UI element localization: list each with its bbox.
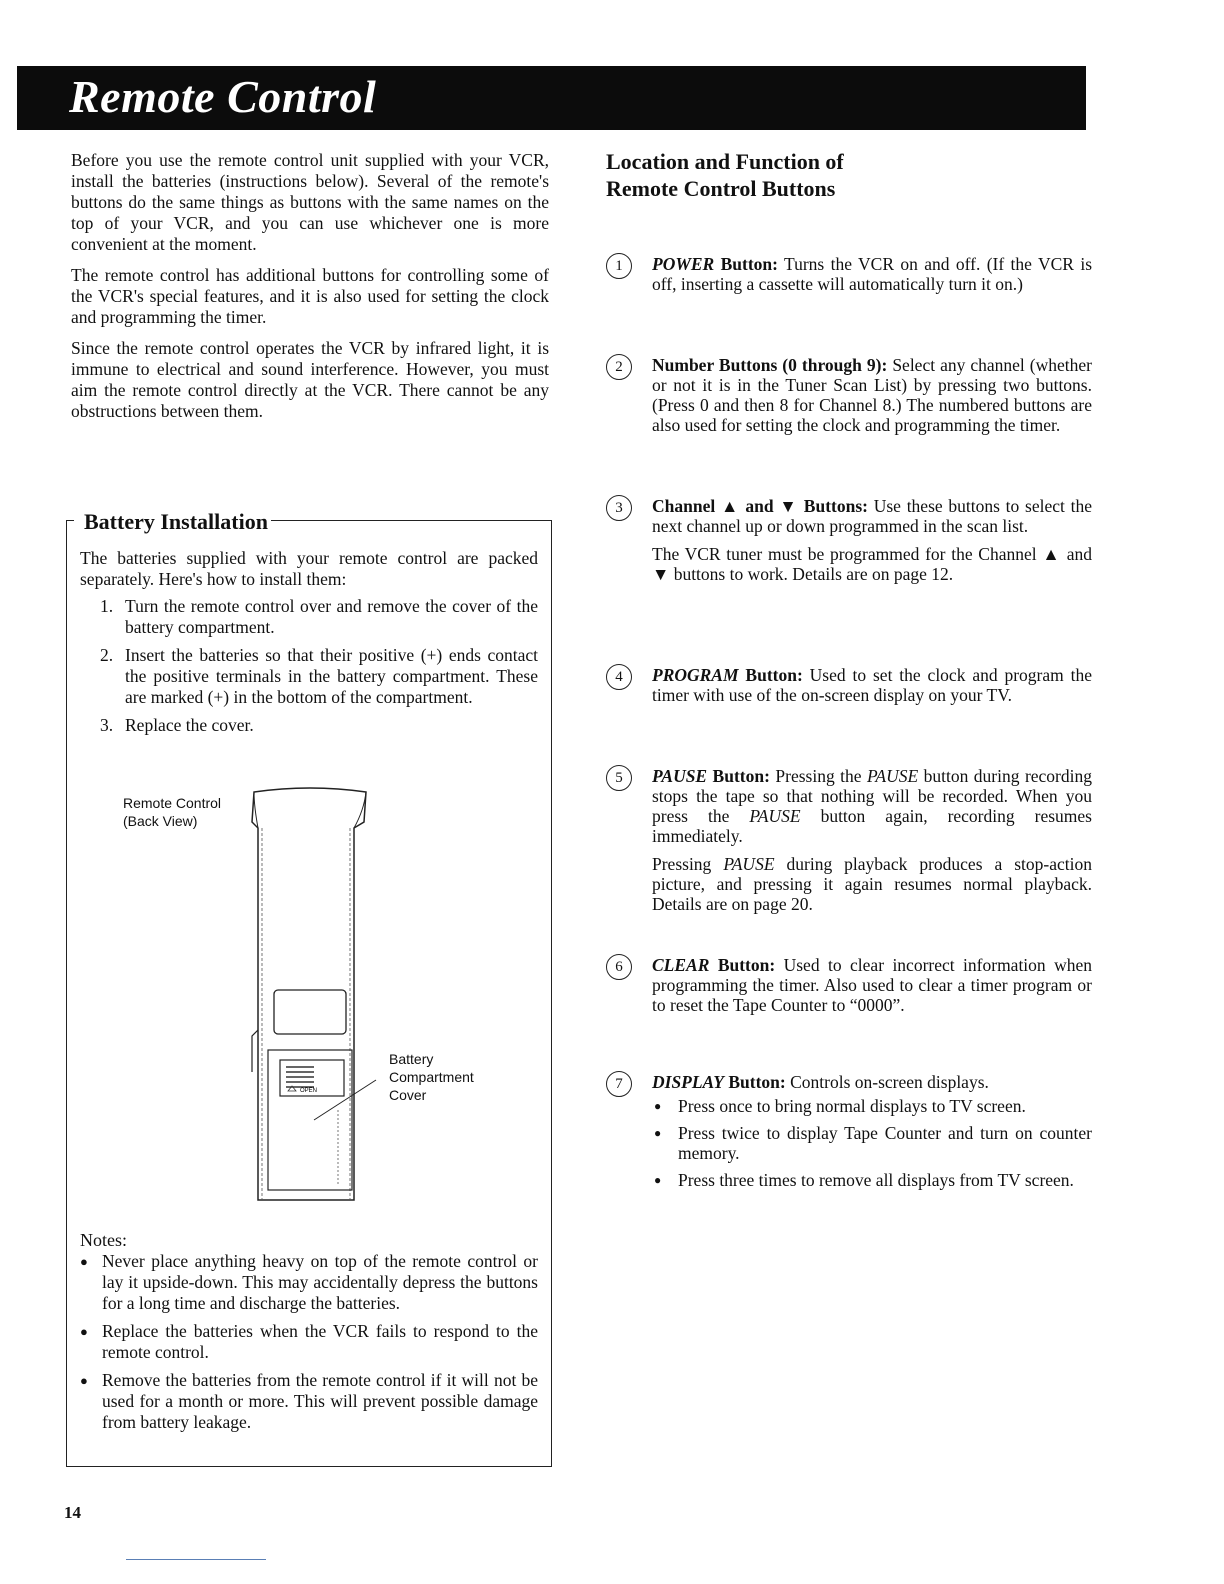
button-description-pause [606, 766, 1092, 922]
button-label-suffix: Button: [723, 1072, 786, 1092]
notes-list [80, 1251, 538, 1440]
button-name: PAUSE [652, 766, 708, 786]
figure-label-cover: Battery Compartment Cover [389, 1051, 474, 1103]
right-column-heading [606, 148, 1092, 202]
page-title: Remote Control [69, 71, 377, 122]
callout-number: 7 [606, 1071, 632, 1097]
intro-paragraph: The remote control has additional buttons for controlling some of the VCR's special features, and it is also used for setting the clock and programming the timer. [71, 265, 549, 327]
step-text: Turn the remote control over and remove the cover of the battery compartment. [125, 596, 538, 637]
button-description: Used to set the clock and program the timer with use of the on-screen display on your TV. [652, 665, 1092, 705]
page-number: 14 [64, 1503, 81, 1522]
button-label: Number Buttons (0 through 9): [652, 355, 888, 375]
display-option: ● Press once to bring normal displays to TV screen. [652, 1096, 1092, 1116]
display-option: ● Press three times to remove all displays from TV screen. [652, 1170, 1092, 1190]
button-description-channel [606, 496, 1092, 592]
button-label-suffix: Button: [709, 955, 776, 975]
callout-number: 4 [606, 664, 632, 690]
box-corner-rule [66, 520, 74, 521]
button-name-inline: PAUSE [723, 854, 775, 874]
button-description: Used to clear incorrect information when programming the timer. Also used to clear a timer program or to reset the Tape Counter to “0000”. [652, 955, 1092, 1015]
button-description: button during recording stops the tape so that nothing will be recorded. When you press the [652, 766, 1092, 826]
step-text: Insert the batteries so that their positive (+) ends contact the positive terminals in the battery compartment. These are marked (+) in the bottom of the compartment. [125, 645, 538, 707]
button-description: Select any channel (whether or not it is in the Tuner Scan List) by pressing two buttons. (Press 0 and then 8 for Channel 8.) The numbered buttons are also used for setting the clock and programming the timer. [652, 355, 1092, 435]
battery-installation-heading: Battery Installation [81, 509, 271, 535]
button-description: Pressing the [769, 766, 867, 786]
note-item: ● Never place anything heavy on top of the remote control or lay it upside-down. This may accidentally depress the buttons for a long time and discharge the batteries. [80, 1251, 538, 1314]
intro-paragraph: Since the remote control operates the VCR by infrared light, it is immune to electrical and sound interference. However, you must aim the remote control directly at the VCR. There cannot be any obstructions between them. [71, 338, 549, 421]
figure-label-remote: Remote Control (Back View) [123, 795, 222, 829]
button-description: Use these buttons to select the next channel up or down programmed in the scan list. [652, 496, 1092, 536]
button-description-number [606, 355, 1092, 443]
button-description: Pressing [652, 854, 724, 874]
button-name-inline: PAUSE [866, 766, 919, 786]
notes-heading: Notes: [80, 1230, 127, 1250]
callout-number: 5 [606, 765, 632, 791]
section-heading-line-2: Remote Control Buttons [606, 176, 836, 201]
step-item [80, 715, 538, 736]
battery-intro: The batteries supplied with your remote control are packed separately. Here's how to install them: [80, 548, 538, 589]
open-marking: OPEN [300, 1088, 318, 1094]
step-number: 1. [100, 596, 114, 616]
button-label-suffix: Button: [707, 766, 770, 786]
intro-text [71, 150, 549, 432]
footer-rule [126, 1559, 266, 1560]
button-description-extra: The VCR tuner must be programmed for the Channel ▲ and ▼ buttons to work. Details are on page 12. [652, 544, 1092, 584]
callout-number: 6 [606, 954, 632, 980]
step-text: Replace the cover. [125, 715, 254, 735]
note-item: ● Replace the batteries when the VCR fails to respond to the remote control. [80, 1321, 538, 1363]
button-description: button again, recording resumes immediately. [652, 806, 1092, 846]
note-item: ● Remove the batteries from the remote control if it will not be used for a month or more. This will prevent possible damage from battery leakage. [80, 1370, 538, 1433]
intro-paragraph: Before you use the remote control unit supplied with your VCR, install the batteries (instructions below). Several of the remote's buttons do the same things as buttons with the same names on the top of your VCR, and you can use whichever one is more convenient at the moment. [71, 150, 549, 254]
button-label-suffix: Button: [714, 254, 778, 274]
step-item [80, 596, 538, 638]
step-number: 3. [100, 715, 114, 735]
button-name: PROGRAM [652, 665, 739, 685]
button-description: Controls on-screen displays. [785, 1072, 989, 1092]
section-heading-line-1: Location and Function of [606, 149, 844, 174]
step-number: 2. [100, 645, 114, 665]
button-label-suffix: Button: [738, 665, 803, 685]
button-name-inline: PAUSE [749, 806, 801, 826]
remote-back-view-figure [240, 780, 400, 1210]
callout-number: 3 [606, 495, 632, 521]
button-description: during playback produces a stop-action picture, and pressing it again resumes normal playback. Details are on page 20. [652, 854, 1093, 914]
button-description-clear [606, 955, 1092, 1023]
callout-number: 1 [606, 253, 632, 279]
callout-number: 2 [606, 354, 632, 380]
display-option: ● Press twice to display Tape Counter and turn on counter memory. [652, 1123, 1092, 1163]
button-name: POWER [652, 254, 715, 274]
button-description-display [606, 1072, 1092, 1197]
battery-steps [80, 596, 538, 743]
button-label: Channel ▲ and ▼ Buttons: [652, 496, 868, 516]
button-name: CLEAR [652, 955, 710, 975]
title-banner [17, 66, 1086, 130]
button-name: DISPLAY [652, 1072, 724, 1092]
button-description-program [606, 665, 1092, 713]
step-item [80, 645, 538, 708]
button-description: Turns the VCR on and off. (If the VCR is off, inserting a cassette will automatically turn it on.) [652, 254, 1093, 294]
button-description-power [606, 254, 1092, 302]
display-options-list [652, 1096, 1092, 1190]
